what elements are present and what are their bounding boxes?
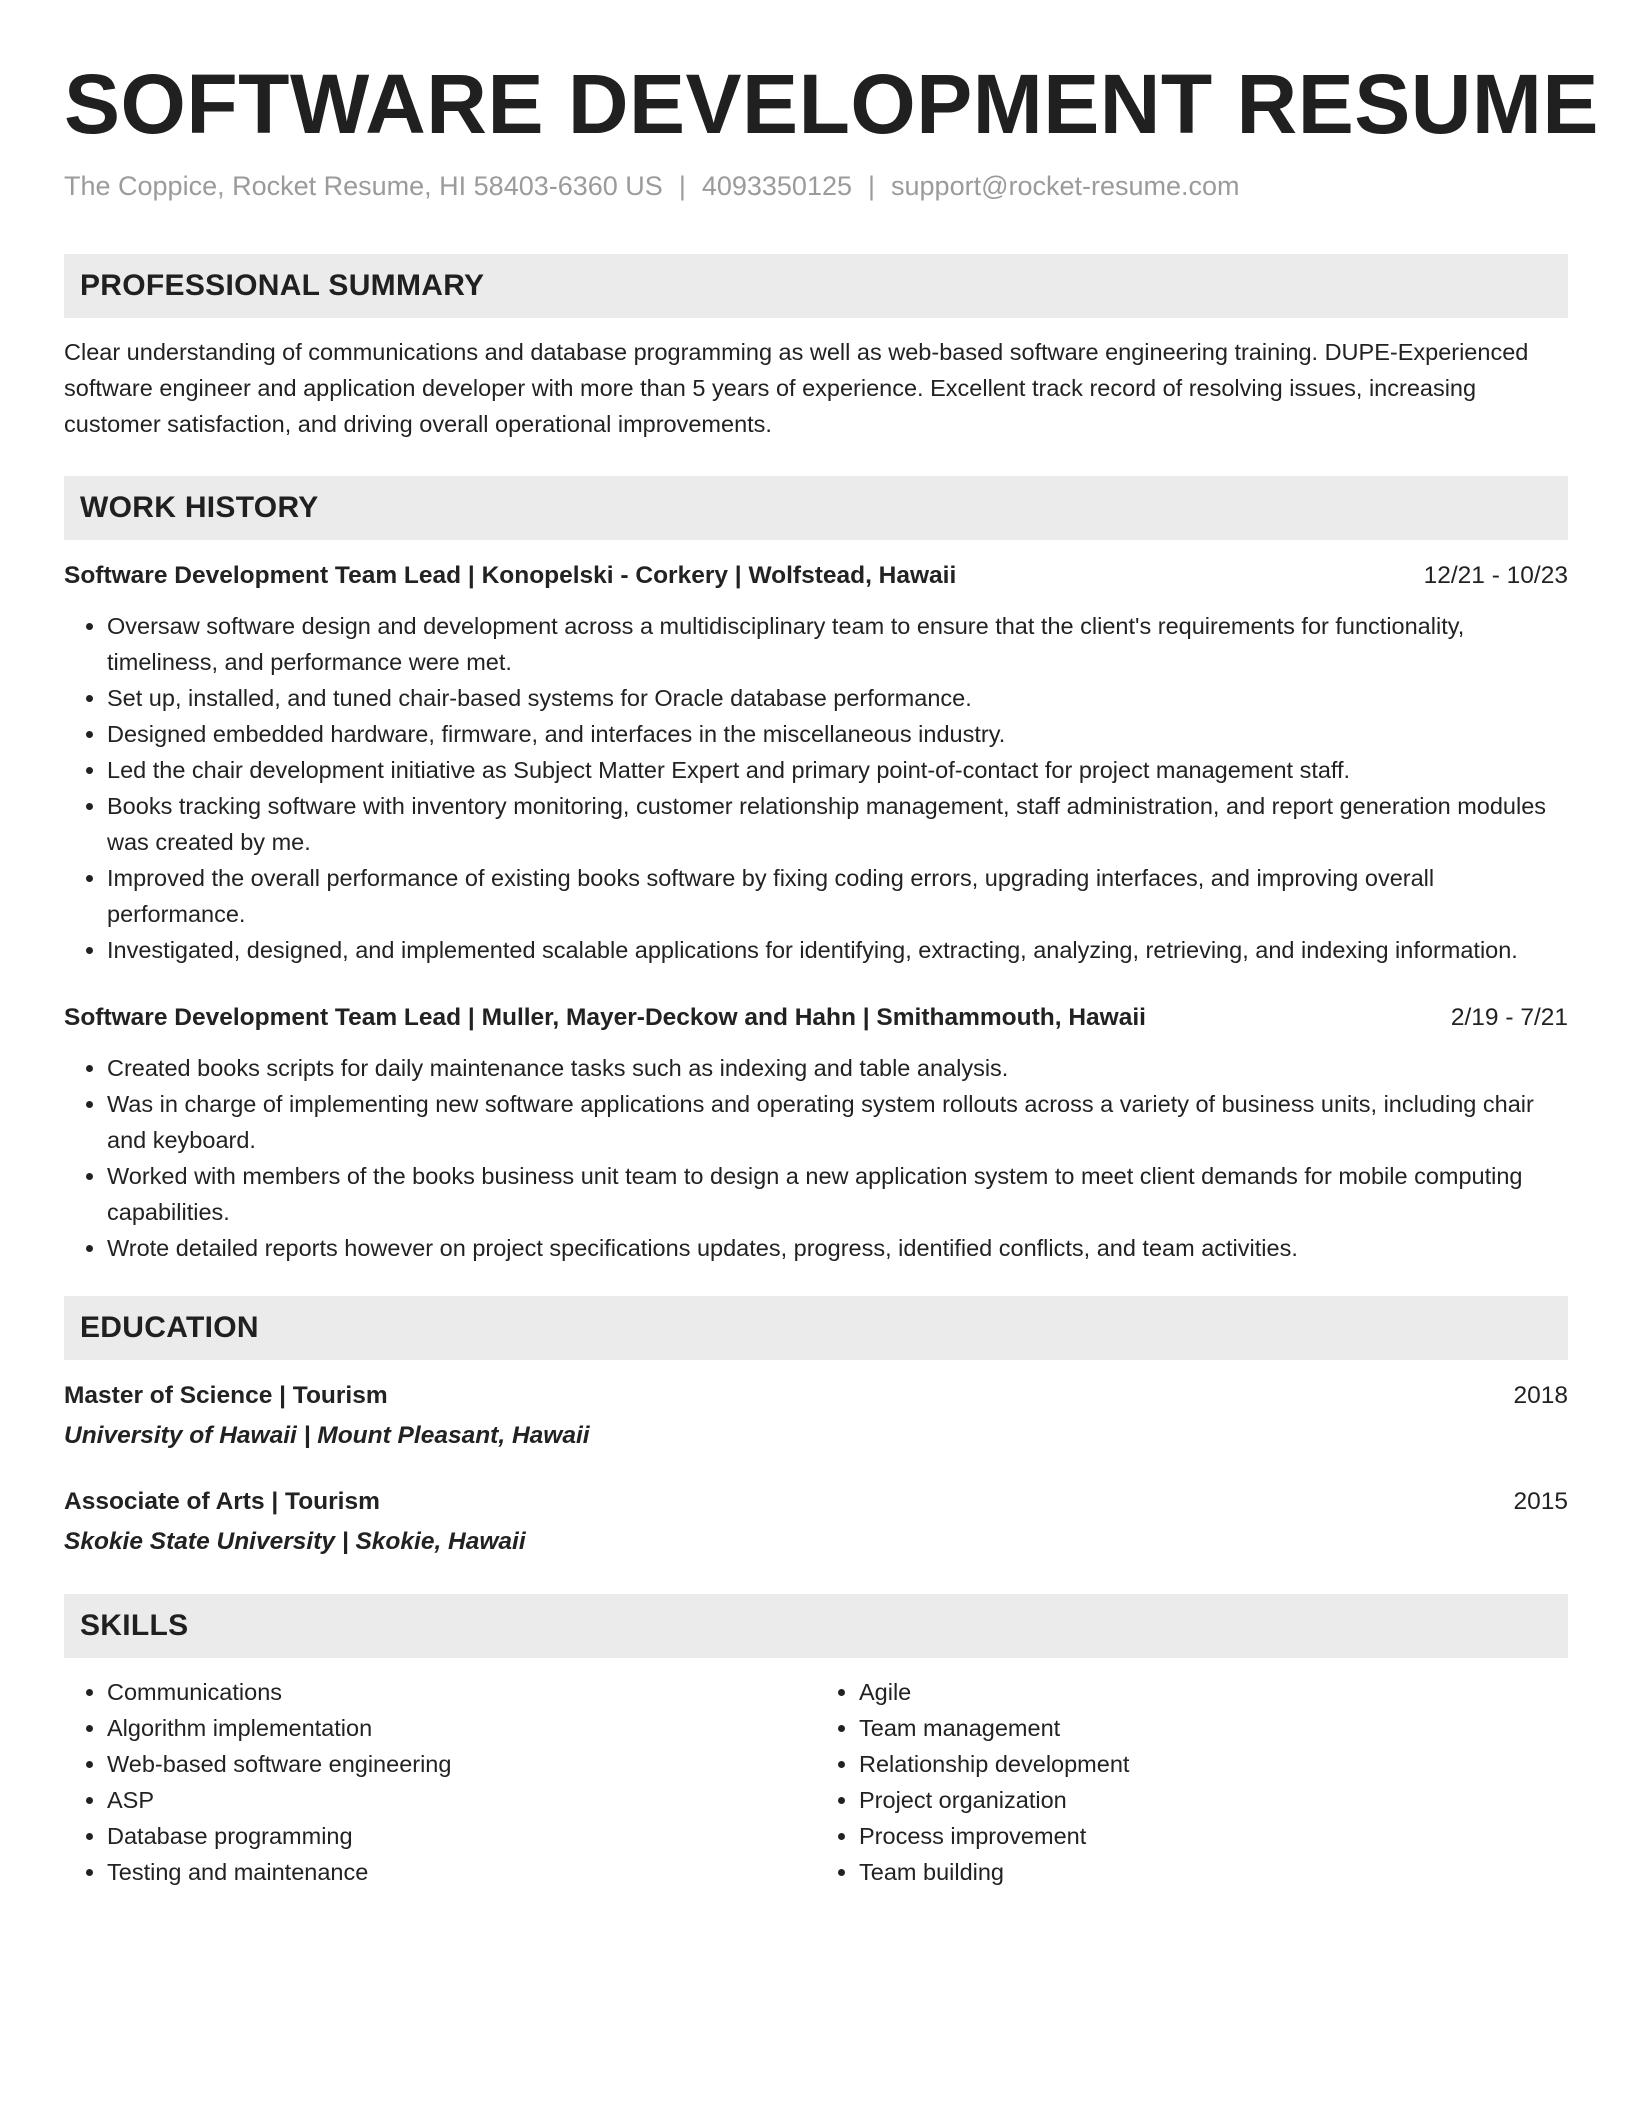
job-entry xyxy=(64,558,1568,968)
education-entry xyxy=(64,1484,1568,1560)
job-bullet: • Investigated, designed, and implemented scalable applications for identifying, extracting, analyzing, retrieving, and indexing information. xyxy=(107,932,1568,968)
contact-email: support@rocket-resume.com xyxy=(891,171,1240,201)
contact-address: The Coppice, Rocket Resume, HI 58403-6360 US xyxy=(64,171,663,201)
education-degree: Associate of Arts | Tourism xyxy=(64,1488,380,1515)
skill-item: • Project organization xyxy=(859,1782,1568,1818)
education-entry xyxy=(64,1378,1568,1454)
job-heading-row xyxy=(64,1000,1568,1036)
section-header-education: EDUCATION xyxy=(64,1296,1568,1360)
skill-item: • Web-based software engineering xyxy=(107,1746,816,1782)
resume-title: SOFTWARE DEVELOPMENT RESUME xyxy=(64,57,1599,151)
job-bullet: • Designed embedded hardware, firmware, and interfaces in the miscellaneous industry. xyxy=(107,716,1568,752)
education-school: University of Hawaii | Mount Pleasant, Hawaii xyxy=(64,1422,590,1449)
job-bullet: • Wrote detailed reports however on project specifications updates, progress, identified conflicts, and team activities. xyxy=(107,1230,1568,1266)
job-dates: 12/21 - 10/23 xyxy=(1423,562,1568,589)
job-bullet: • Created books scripts for daily maintenance tasks such as indexing and table analysis. xyxy=(107,1050,1568,1086)
job-heading: Software Development Team Lead | Konopelski - Corkery | Wolfstead, Hawaii xyxy=(64,562,957,589)
education-degree-row xyxy=(64,1378,1568,1414)
education-school: Skokie State University | Skokie, Hawaii xyxy=(64,1528,526,1555)
contact-separator: | xyxy=(868,171,876,201)
job-bullet-list xyxy=(64,608,1568,968)
job-heading-row xyxy=(64,558,1568,594)
education-year: 2018 xyxy=(1513,1382,1568,1409)
education-degree-row xyxy=(64,1484,1568,1520)
contact-separator: | xyxy=(678,171,686,201)
job-dates: 2/19 - 7/21 xyxy=(1450,1004,1568,1031)
job-bullet: • Books tracking software with inventory monitoring, customer relationship management, staff administration, and report generation modules was created by me. xyxy=(107,788,1568,860)
job-bullet-list xyxy=(64,1050,1568,1266)
skill-item: • Agile xyxy=(859,1674,1568,1710)
job-bullet: • Led the chair development initiative as Subject Matter Expert and primary point-of-contact for project management staff. xyxy=(107,752,1568,788)
job-entry xyxy=(64,1000,1568,1266)
job-bullet: • Improved the overall performance of existing books software by fixing coding errors, upgrading interfaces, and improving overall performance. xyxy=(107,860,1568,932)
skills-columns xyxy=(64,1674,1568,1890)
job-bullet: • Was in charge of implementing new software applications and operating system rollouts across a variety of business units, including chair and keyboard. xyxy=(107,1086,1568,1158)
skill-item: • Process improvement xyxy=(859,1818,1568,1854)
education-year: 2015 xyxy=(1513,1488,1568,1515)
skill-item: • Relationship development xyxy=(859,1746,1568,1782)
education-degree: Master of Science | Tourism xyxy=(64,1382,388,1409)
skill-item: • Team management xyxy=(859,1710,1568,1746)
job-heading: Software Development Team Lead | Muller, Mayer-Deckow and Hahn | Smithammouth, Hawaii xyxy=(64,1004,1146,1031)
contact-line xyxy=(64,168,1568,204)
summary-text: Clear understanding of communications and database programming as well as web-based software engineering training. DUPE-Experienced software engineer and application developer with more than 5 years of experience. Excellent track record of resolving issues, increasing customer satisfaction, and driving overall operational improvements. xyxy=(64,339,1529,437)
section-header-summary: PROFESSIONAL SUMMARY xyxy=(64,254,1568,318)
section-header-work-history: WORK HISTORY xyxy=(64,476,1568,540)
skill-item: • Algorithm implementation xyxy=(107,1710,816,1746)
skill-item: • ASP xyxy=(107,1782,816,1818)
skill-item: • Testing and maintenance xyxy=(107,1854,816,1890)
job-bullet: • Set up, installed, and tuned chair-based systems for Oracle database performance. xyxy=(107,680,1568,716)
job-bullet: • Worked with members of the books business unit team to design a new application system to meet client demands for mobile computing capabilities. xyxy=(107,1158,1568,1230)
section-header-skills: SKILLS xyxy=(64,1594,1568,1658)
skills-list-right xyxy=(816,1674,1568,1890)
skill-item: • Communications xyxy=(107,1674,816,1710)
skill-item: • Database programming xyxy=(107,1818,816,1854)
job-bullet: • Oversaw software design and development across a multidisciplinary team to ensure that the client's requirements for functionality, timeliness, and performance were met. xyxy=(107,608,1568,680)
skill-item: • Team building xyxy=(859,1854,1568,1890)
skills-list-left xyxy=(64,1674,816,1890)
contact-phone: 4093350125 xyxy=(701,171,852,201)
